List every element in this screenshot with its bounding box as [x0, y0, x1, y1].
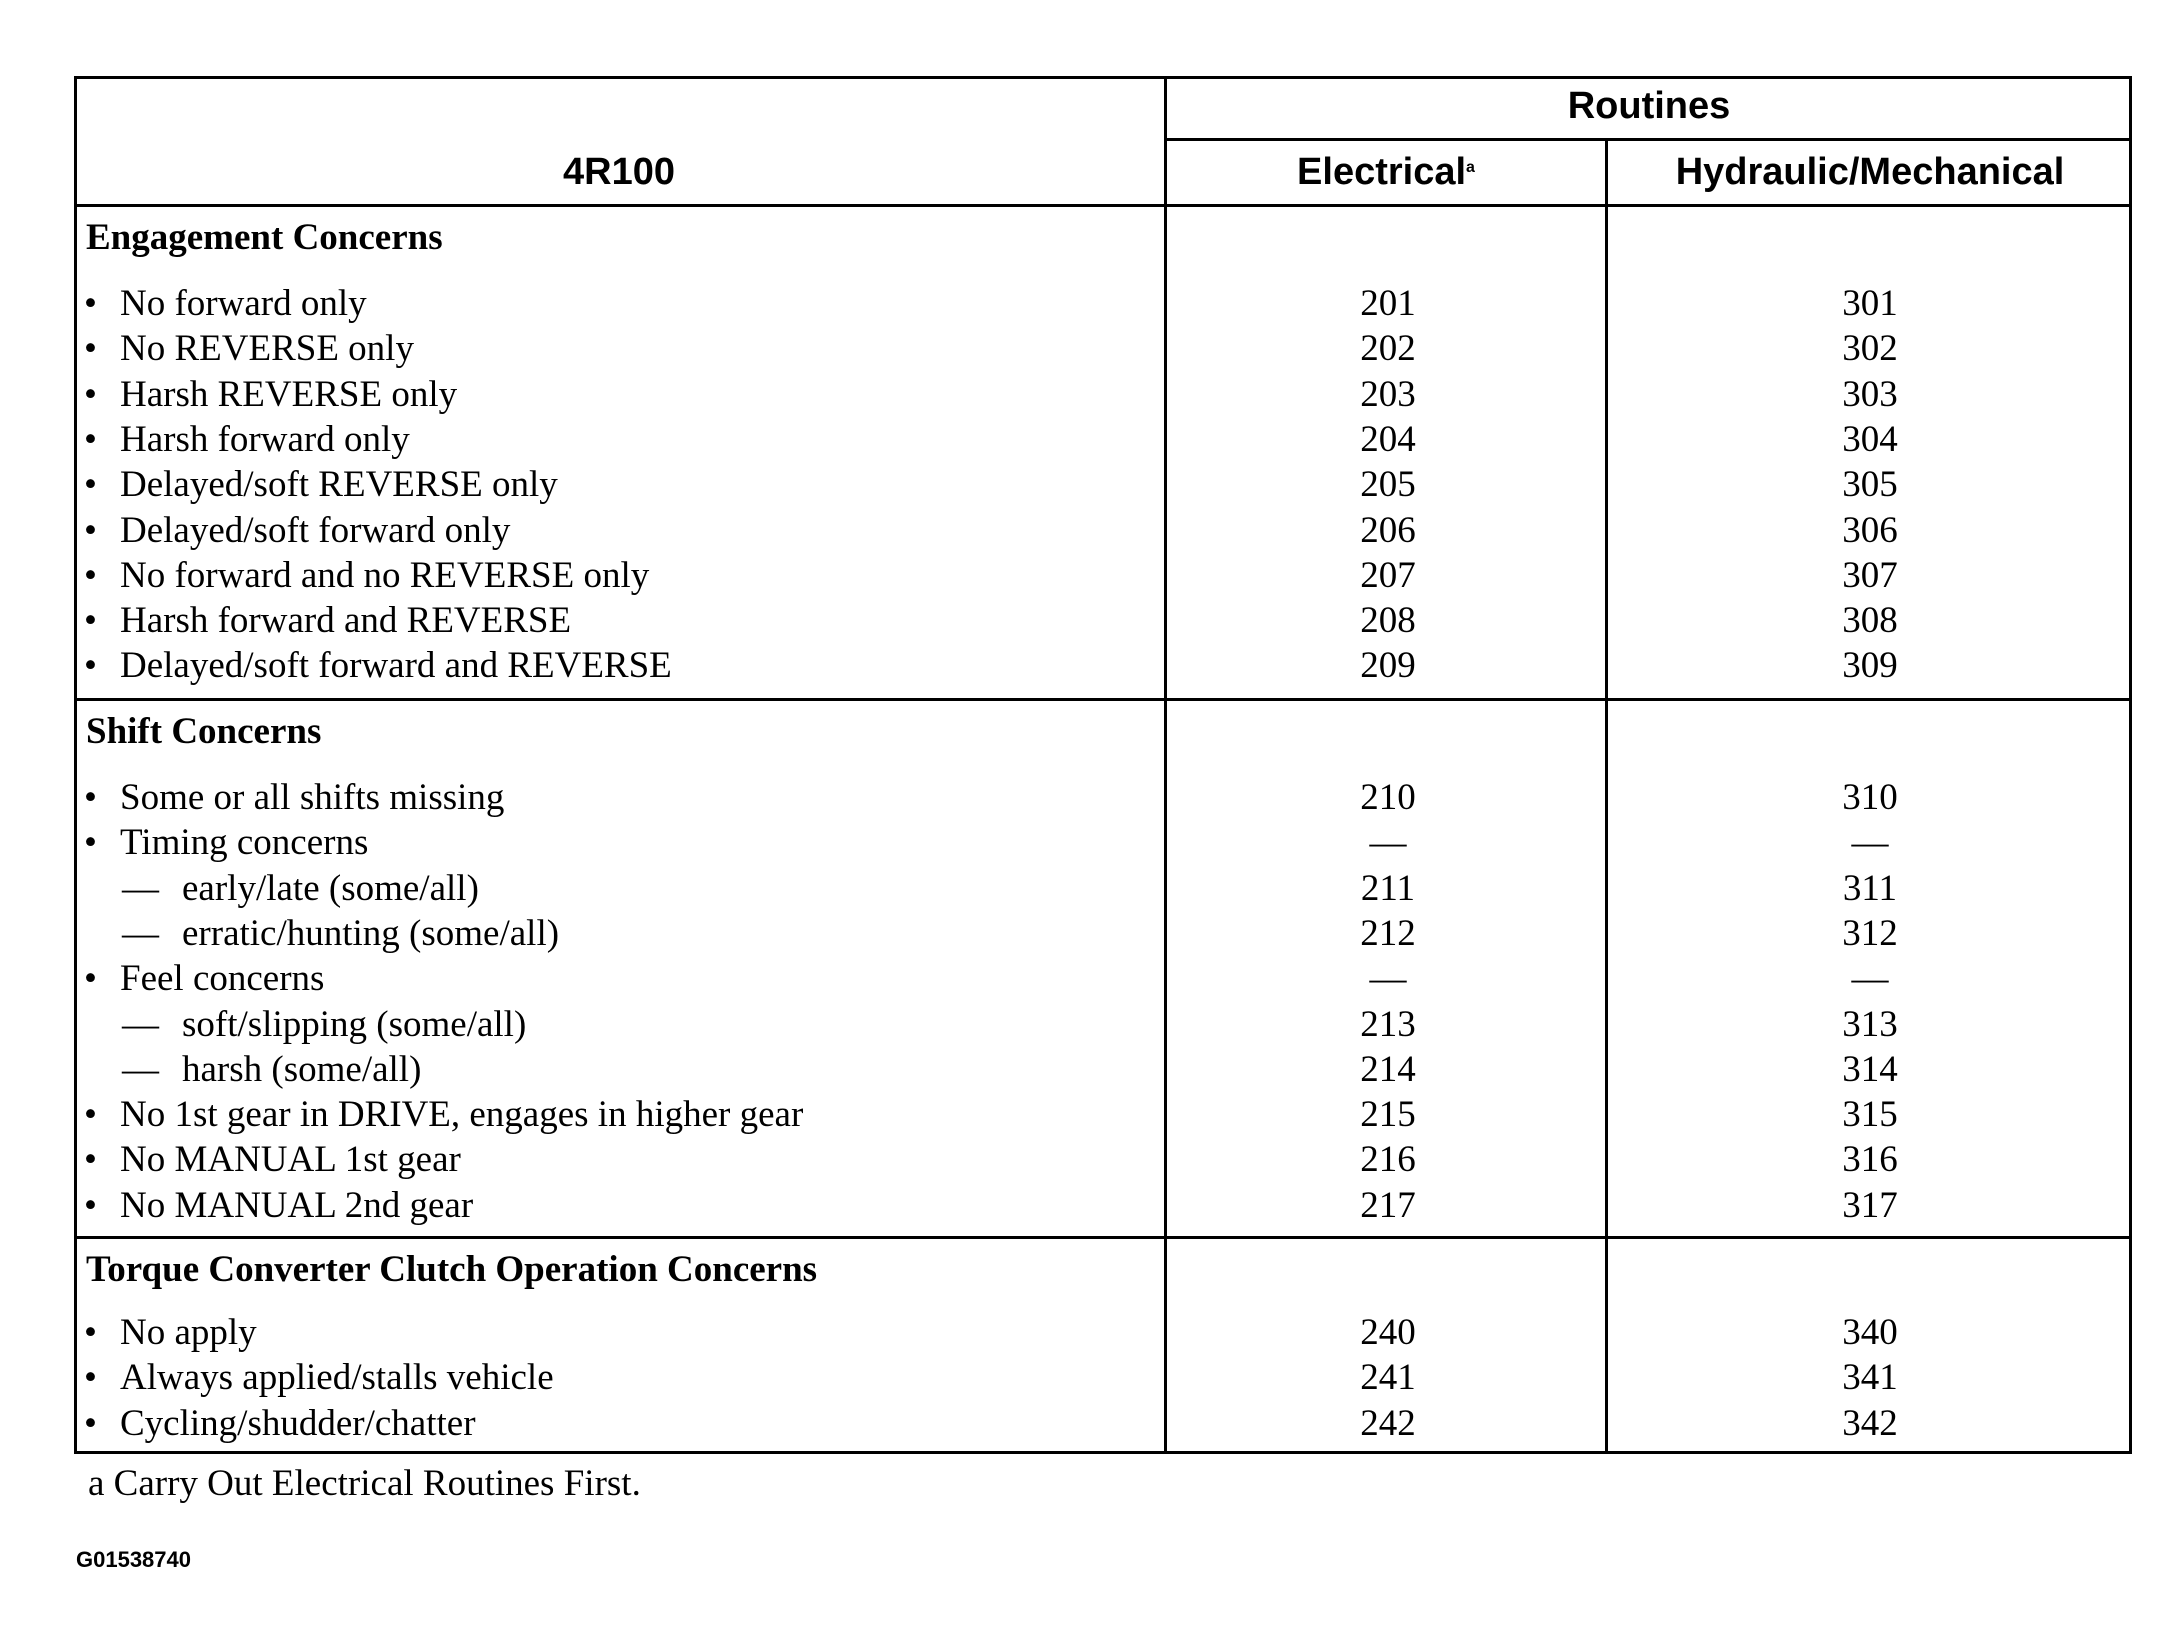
- hydraulic-routine-cell: —: [1851, 958, 1889, 999]
- electrical-header-label: Electrical: [1297, 151, 1467, 193]
- concern-label: [84, 598, 571, 643]
- concern-text: Some or all shifts missing: [120, 777, 505, 818]
- bullet-marker: •: [84, 464, 97, 505]
- concern-text: Delayed/soft REVERSE only: [120, 464, 558, 505]
- concern-text: harsh (some/all): [182, 1049, 422, 1090]
- table-row: [0, 372, 2161, 417]
- section-divider-2: [74, 1236, 2132, 1239]
- table-row: [0, 1092, 2161, 1137]
- footnote: a Carry Out Electrical Routines First.: [88, 1463, 641, 1504]
- header-divider-top: [1166, 138, 2132, 141]
- hydraulic-routine-cell: 302: [1842, 328, 1898, 369]
- concern-label: [84, 1401, 476, 1446]
- electrical-routine-cell: —: [1369, 822, 1407, 863]
- model-header: 4R100: [563, 151, 675, 193]
- electrical-routine-cell: 207: [1360, 555, 1416, 596]
- hydraulic-routine-cell: 308: [1842, 600, 1898, 641]
- electrical-routine-cell: 203: [1360, 374, 1416, 415]
- bullet-marker: •: [84, 419, 97, 460]
- bullet-marker: •: [84, 1094, 97, 1135]
- concern-text: Cycling/shudder/chatter: [120, 1403, 476, 1444]
- table-row: [0, 1047, 2161, 1092]
- bullet-marker: •: [84, 1185, 97, 1226]
- concern-label: [122, 911, 559, 956]
- hydraulic-routine-cell: 306: [1842, 510, 1898, 551]
- table-row: [0, 553, 2161, 598]
- hydraulic-routine-cell: 304: [1842, 419, 1898, 460]
- electrical-routine-cell: 206: [1360, 510, 1416, 551]
- electrical-routine-cell: 216: [1360, 1139, 1416, 1180]
- section-title-torque-converter: Torque Converter Clutch Operation Concerns: [86, 1249, 818, 1290]
- table-row: [0, 462, 2161, 507]
- concern-label: [122, 1002, 526, 1047]
- table-row: [0, 508, 2161, 553]
- concern-text: erratic/hunting (some/all): [182, 913, 560, 954]
- concern-text: Harsh REVERSE only: [120, 374, 458, 415]
- concern-text: early/late (some/all): [182, 868, 479, 909]
- hydraulic-header: Hydraulic/Mechanical: [1675, 151, 2065, 193]
- concern-text: soft/slipping (some/all): [182, 1004, 527, 1045]
- table-row: [0, 1183, 2161, 1228]
- concern-text: Feel concerns: [120, 958, 325, 999]
- hydraulic-routine-cell: 303: [1842, 374, 1898, 415]
- concern-text: Delayed/soft forward only: [120, 510, 511, 551]
- concern-text: No 1st gear in DRIVE, engages in higher gear: [120, 1094, 804, 1135]
- table-row: [0, 1355, 2161, 1400]
- hydraulic-routine-cell: 341: [1842, 1357, 1898, 1398]
- concern-text: No forward only: [120, 283, 367, 324]
- concern-label: [84, 1092, 803, 1137]
- concern-text: Always applied/stalls vehicle: [120, 1357, 554, 1398]
- electrical-routine-cell: 217: [1360, 1185, 1416, 1226]
- concern-label: [84, 462, 558, 507]
- concern-text: No apply: [120, 1312, 257, 1353]
- electrical-routine-cell: 241: [1360, 1357, 1416, 1398]
- electrical-routine-cell: 205: [1360, 464, 1416, 505]
- concern-label: [84, 1183, 473, 1228]
- concern-text: Delayed/soft forward and REVERSE: [120, 645, 672, 686]
- hydraulic-routine-cell: —: [1851, 822, 1889, 863]
- electrical-routine-cell: 202: [1360, 328, 1416, 369]
- concern-label: [122, 1047, 421, 1092]
- hydraulic-routine-cell: 311: [1842, 868, 1898, 909]
- hydraulic-routine-cell: 309: [1842, 645, 1898, 686]
- electrical-routine-cell: 201: [1360, 283, 1416, 324]
- electrical-routine-cell: 208: [1360, 600, 1416, 641]
- bullet-marker: •: [84, 328, 97, 369]
- hydraulic-routine-cell: 310: [1842, 777, 1898, 818]
- concern-label: [84, 1137, 461, 1182]
- table-row: [0, 775, 2161, 820]
- sub-item-dash: —: [122, 1004, 159, 1045]
- concern-text: No MANUAL 1st gear: [120, 1139, 461, 1180]
- hydraulic-routine-cell: 305: [1842, 464, 1898, 505]
- table-row: [0, 326, 2161, 371]
- concern-label: [84, 820, 368, 865]
- bullet-marker: •: [84, 374, 97, 415]
- hydraulic-routine-cell: 307: [1842, 555, 1898, 596]
- electrical-header: [1166, 150, 1606, 194]
- bullet-marker: •: [84, 283, 97, 324]
- concern-label: [84, 1355, 554, 1400]
- hydraulic-routine-cell: 316: [1842, 1139, 1898, 1180]
- concern-text: Timing concerns: [120, 822, 369, 863]
- concern-label: [84, 643, 672, 688]
- concern-label: [84, 553, 649, 598]
- table-row: [0, 1002, 2161, 1047]
- table-row: [0, 911, 2161, 956]
- figure-id: G01538740: [76, 1547, 191, 1572]
- electrical-footnote-mark: a: [1466, 159, 1475, 176]
- electrical-routine-cell: 210: [1360, 777, 1416, 818]
- concern-label: [84, 326, 414, 371]
- hydraulic-routine-cell: 301: [1842, 283, 1898, 324]
- concern-text: Harsh forward and REVERSE: [120, 600, 572, 641]
- hydraulic-routine-cell: 340: [1842, 1312, 1898, 1353]
- bullet-marker: •: [84, 600, 97, 641]
- bullet-marker: •: [84, 1312, 97, 1353]
- sub-item-dash: —: [122, 913, 159, 954]
- hydraulic-routine-cell: 312: [1842, 913, 1898, 954]
- electrical-routine-cell: 214: [1360, 1049, 1416, 1090]
- hydraulic-routine-cell: 342: [1842, 1403, 1898, 1444]
- electrical-routine-cell: 242: [1360, 1403, 1416, 1444]
- sub-item-dash: —: [122, 1049, 159, 1090]
- electrical-routine-cell: 211: [1360, 868, 1416, 909]
- concern-label: [84, 1310, 257, 1355]
- table-row: [0, 598, 2161, 643]
- bullet-marker: •: [84, 645, 97, 686]
- bullet-marker: •: [84, 555, 97, 596]
- electrical-routine-cell: 204: [1360, 419, 1416, 460]
- concern-text: No REVERSE only: [120, 328, 414, 369]
- concern-text: Harsh forward only: [120, 419, 410, 460]
- bullet-marker: •: [84, 822, 97, 863]
- concern-text: No forward and no REVERSE only: [120, 555, 650, 596]
- hydraulic-routine-cell: 317: [1842, 1185, 1898, 1226]
- section-title-shift: Shift Concerns: [86, 711, 322, 752]
- concern-label: [84, 775, 504, 820]
- hydraulic-routine-cell: 315: [1842, 1094, 1898, 1135]
- bullet-marker: •: [84, 777, 97, 818]
- table-row: [0, 643, 2161, 688]
- table-row: [0, 1310, 2161, 1355]
- concern-label: [122, 866, 479, 911]
- bullet-marker: •: [84, 1403, 97, 1444]
- concern-label: [84, 372, 457, 417]
- header-divider-bottom: [74, 204, 2132, 207]
- electrical-routine-cell: 213: [1360, 1004, 1416, 1045]
- hydraulic-routine-cell: 314: [1842, 1049, 1898, 1090]
- section-title-engagement: Engagement Concerns: [86, 217, 443, 258]
- table-row: [0, 417, 2161, 462]
- bullet-marker: •: [84, 1357, 97, 1398]
- electrical-routine-cell: 240: [1360, 1312, 1416, 1353]
- table-row: [0, 820, 2161, 865]
- concern-label: [84, 417, 410, 462]
- concern-label: [84, 281, 367, 326]
- section-divider-1: [74, 698, 2132, 701]
- table-row: [0, 1137, 2161, 1182]
- bullet-marker: •: [84, 958, 97, 999]
- sub-item-dash: —: [122, 868, 159, 909]
- hydraulic-routine-cell: 313: [1842, 1004, 1898, 1045]
- routines-header: Routines: [1567, 85, 1731, 127]
- concern-text: No MANUAL 2nd gear: [120, 1185, 474, 1226]
- electrical-routine-cell: —: [1369, 958, 1407, 999]
- table-row: [0, 956, 2161, 1001]
- electrical-routine-cell: 215: [1360, 1094, 1416, 1135]
- table-row: [0, 866, 2161, 911]
- concern-label: [84, 508, 510, 553]
- bullet-marker: •: [84, 510, 97, 551]
- table-row: [0, 281, 2161, 326]
- table-row: [0, 1401, 2161, 1446]
- electrical-routine-cell: 212: [1360, 913, 1416, 954]
- electrical-routine-cell: 209: [1360, 645, 1416, 686]
- bullet-marker: •: [84, 1139, 97, 1180]
- concern-label: [84, 956, 324, 1001]
